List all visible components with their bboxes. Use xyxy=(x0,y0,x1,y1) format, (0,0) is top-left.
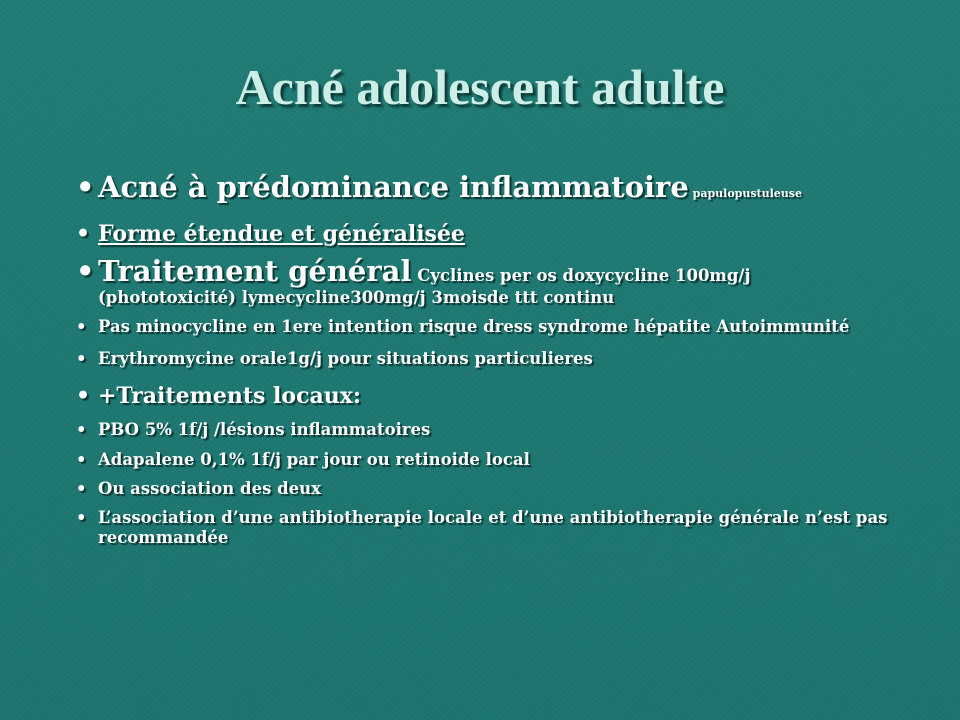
item-text: Erythromycine orale1g/j pour situations particulieres xyxy=(98,349,593,368)
bullet-item-traitement-general xyxy=(76,254,926,308)
item-detail-line2: (phototoxicité) lymecycline300mg/j 3moisde ttt continu xyxy=(98,288,615,307)
item-text: Ou association des deux xyxy=(98,479,321,498)
bullet-icon: • xyxy=(76,170,95,204)
bullet-item-minocycline xyxy=(76,317,926,337)
bullet-item-forme-etendue xyxy=(76,221,926,248)
item-text: Pas minocycline en 1ere intention risque dress syndrome hépatite Autoimmunité xyxy=(98,317,850,336)
bullet-icon: • xyxy=(76,479,87,498)
bullet-item-pbo xyxy=(76,420,926,440)
bullet-icon: • xyxy=(76,450,87,469)
item-main-text: Acné à prédominance inflammatoire xyxy=(98,170,689,204)
item-main-text: Forme étendue et généralisée xyxy=(98,221,465,247)
item-sub-text: papulopustuleuse xyxy=(688,187,802,200)
bullet-item-adapalene xyxy=(76,450,926,470)
bullet-item-association xyxy=(76,479,926,499)
bullet-icon: • xyxy=(76,317,87,336)
item-main-text: Traitement général xyxy=(98,254,412,288)
bullet-icon: • xyxy=(76,420,87,439)
bullet-item-acne-inflammatoire xyxy=(76,170,926,211)
bullet-item-traitements-locaux xyxy=(76,383,926,410)
item-detail-line1: Cyclines per os doxycycline 100mg/j xyxy=(411,266,751,285)
item-text: Adapalene 0,1% 1f/j par jour ou retinoide local xyxy=(98,450,530,469)
bullet-icon: • xyxy=(76,508,87,527)
item-text: PBO 5% 1f/j /lésions inflammatoires xyxy=(98,420,431,439)
bullet-icon: • xyxy=(76,254,95,288)
item-text: +Traitements locaux: xyxy=(98,383,361,409)
bullet-icon: • xyxy=(76,349,87,368)
bullet-item-non-recommandee xyxy=(76,508,926,548)
slide-title: Acné adolescent adulte xyxy=(235,59,725,115)
item-text: L’association d’une antibiotherapie locale et d’une antibiotherapie générale n’est pas recommandée xyxy=(98,508,888,547)
bullet-icon: • xyxy=(76,221,91,247)
slide-body xyxy=(76,170,926,548)
bullet-icon: • xyxy=(76,383,91,409)
bullet-item-erythromycine xyxy=(76,349,926,369)
